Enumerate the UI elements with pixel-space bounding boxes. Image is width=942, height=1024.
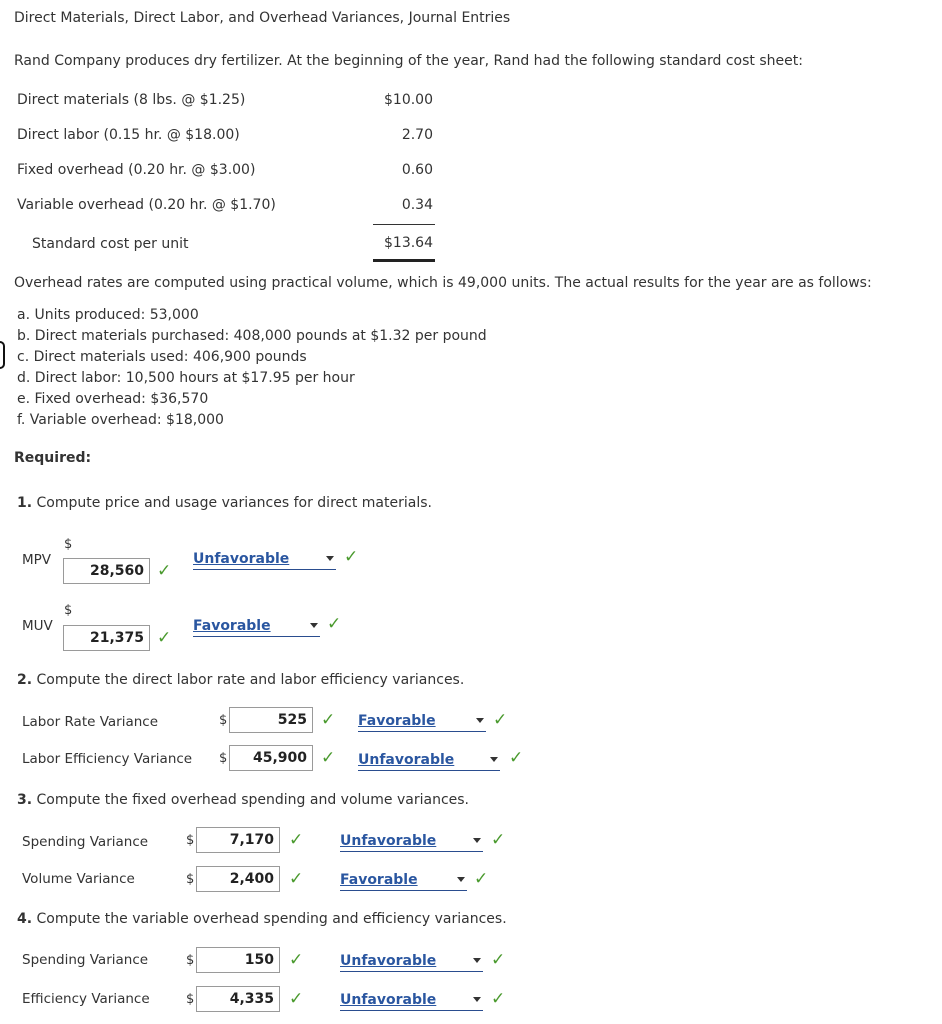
chevron-down-icon <box>310 623 318 628</box>
total-double-rule <box>373 259 435 262</box>
select-value: Unfavorable <box>358 752 455 768</box>
chevron-down-icon <box>457 877 465 882</box>
currency-symbol: $ <box>186 872 195 887</box>
variable-efficiency-variance-label: Efficiency Variance <box>22 991 150 1007</box>
correct-check-icon: ✓ <box>157 561 172 581</box>
correct-check-icon: ✓ <box>509 748 524 768</box>
question-1 <box>17 495 432 511</box>
correct-check-icon: ✓ <box>321 748 336 768</box>
chevron-down-icon <box>490 757 498 762</box>
correct-check-icon: ✓ <box>289 869 304 889</box>
cost-row-label: Variable overhead (0.20 hr. @ $1.70) <box>17 197 276 213</box>
chevron-down-icon <box>476 718 484 723</box>
mpv-label: MPV <box>22 552 52 568</box>
variable-spending-type-select[interactable] <box>340 952 483 972</box>
variable-efficiency-amount-input[interactable]: 4,335 <box>196 986 280 1012</box>
chevron-down-icon <box>473 997 481 1002</box>
labor-rate-type-select[interactable] <box>358 712 486 732</box>
currency-symbol: $ <box>186 833 195 848</box>
currency-symbol: $ <box>186 953 195 968</box>
correct-check-icon: ✓ <box>321 710 336 730</box>
muv-label: MUV <box>22 618 53 634</box>
list-item: d. Direct labor: 10,500 hours at $17.95 per hour <box>17 370 355 386</box>
question-number: 4. <box>17 911 33 927</box>
currency-symbol: $ <box>186 992 195 1007</box>
select-value: Unfavorable <box>340 992 437 1008</box>
currency-symbol: $ <box>219 713 228 728</box>
currency-symbol: $ <box>64 603 73 618</box>
correct-check-icon: ✓ <box>157 628 172 648</box>
list-item: f. Variable overhead: $18,000 <box>17 412 224 428</box>
correct-check-icon: ✓ <box>344 547 359 567</box>
chevron-down-icon <box>473 838 481 843</box>
select-value: Favorable <box>358 713 436 729</box>
list-item: c. Direct materials used: 406,900 pounds <box>17 349 307 365</box>
correct-check-icon: ✓ <box>289 950 304 970</box>
select-value: Favorable <box>193 618 271 634</box>
correct-check-icon: ✓ <box>493 710 508 730</box>
select-value: Favorable <box>340 872 418 888</box>
select-value: Unfavorable <box>340 953 437 969</box>
variable-efficiency-type-select[interactable] <box>340 991 483 1011</box>
chevron-down-icon <box>473 958 481 963</box>
muv-variance-type-select[interactable] <box>193 617 320 637</box>
cost-row-value: 0.34 <box>401 197 433 213</box>
question-2 <box>17 672 464 688</box>
variable-spending-variance-label: Spending Variance <box>22 952 149 968</box>
currency-symbol: $ <box>64 537 73 552</box>
volume-variance-label: Volume Variance <box>22 871 135 887</box>
question-text: Compute the direct labor rate and labor efficiency variances. <box>32 672 465 688</box>
question-4 <box>17 911 507 927</box>
question-text: Compute the fixed overhead spending and volume variances. <box>32 792 470 808</box>
list-item: a. Units produced: 53,000 <box>17 307 199 323</box>
labor-efficiency-type-select[interactable] <box>358 751 500 771</box>
required-heading: Required: <box>14 450 92 466</box>
labor-efficiency-variance-label: Labor Efficiency Variance <box>22 751 193 767</box>
notes-text: Overhead rates are computed using practical volume, which is 49,000 units. The actual results for the year are as follows: <box>14 275 872 291</box>
correct-check-icon: ✓ <box>474 869 489 889</box>
correct-check-icon: ✓ <box>491 989 506 1009</box>
correct-check-icon: ✓ <box>289 989 304 1009</box>
select-value: Unfavorable <box>340 833 437 849</box>
chevron-down-icon <box>326 556 334 561</box>
question-text: Compute price and usage variances for direct materials. <box>32 495 432 511</box>
volume-amount-input[interactable]: 2,400 <box>196 866 280 892</box>
cost-row-value: 2.70 <box>401 127 433 143</box>
correct-check-icon: ✓ <box>491 950 506 970</box>
total-value: $13.64 <box>384 235 433 251</box>
mpv-variance-type-select[interactable] <box>193 550 336 570</box>
list-item: e. Fixed overhead: $36,570 <box>17 391 209 407</box>
select-value: Unfavorable <box>193 551 290 567</box>
question-3 <box>17 792 469 808</box>
cost-row-label: Direct labor (0.15 hr. @ $18.00) <box>17 127 240 143</box>
fixed-spending-amount-input[interactable]: 7,170 <box>196 827 280 853</box>
cost-row-value: $10.00 <box>384 92 433 108</box>
variable-spending-amount-input[interactable]: 150 <box>196 947 280 973</box>
mpv-amount-input[interactable]: 28,560 <box>63 558 150 584</box>
total-label: Standard cost per unit <box>32 236 189 252</box>
page-title: Direct Materials, Direct Labor, and Overhead Variances, Journal Entries <box>14 10 511 26</box>
correct-check-icon: ✓ <box>289 830 304 850</box>
question-number: 3. <box>17 792 33 808</box>
muv-amount-input[interactable]: 21,375 <box>63 625 150 651</box>
side-bracket-mark <box>0 341 5 369</box>
cost-row-value: 0.60 <box>401 162 433 178</box>
correct-check-icon: ✓ <box>491 830 506 850</box>
cost-row-label: Direct materials (8 lbs. @ $1.25) <box>17 92 246 108</box>
subtotal-rule <box>373 224 435 225</box>
question-number: 2. <box>17 672 33 688</box>
labor-rate-variance-label: Labor Rate Variance <box>22 714 159 730</box>
question-text: Compute the variable overhead spending and efficiency variances. <box>32 911 507 927</box>
labor-efficiency-amount-input[interactable]: 45,900 <box>229 745 313 771</box>
list-item: b. Direct materials purchased: 408,000 pounds at $1.32 per pound <box>17 328 487 344</box>
cost-row-label: Fixed overhead (0.20 hr. @ $3.00) <box>17 162 256 178</box>
labor-rate-amount-input[interactable]: 525 <box>229 707 313 733</box>
correct-check-icon: ✓ <box>327 614 342 634</box>
question-number: 1. <box>17 495 33 511</box>
fixed-spending-variance-label: Spending Variance <box>22 834 149 850</box>
intro-text: Rand Company produces dry fertilizer. At the beginning of the year, Rand had the following standard cost sheet: <box>14 53 803 69</box>
volume-type-select[interactable] <box>340 871 467 891</box>
currency-symbol: $ <box>219 751 228 766</box>
fixed-spending-type-select[interactable] <box>340 832 483 852</box>
